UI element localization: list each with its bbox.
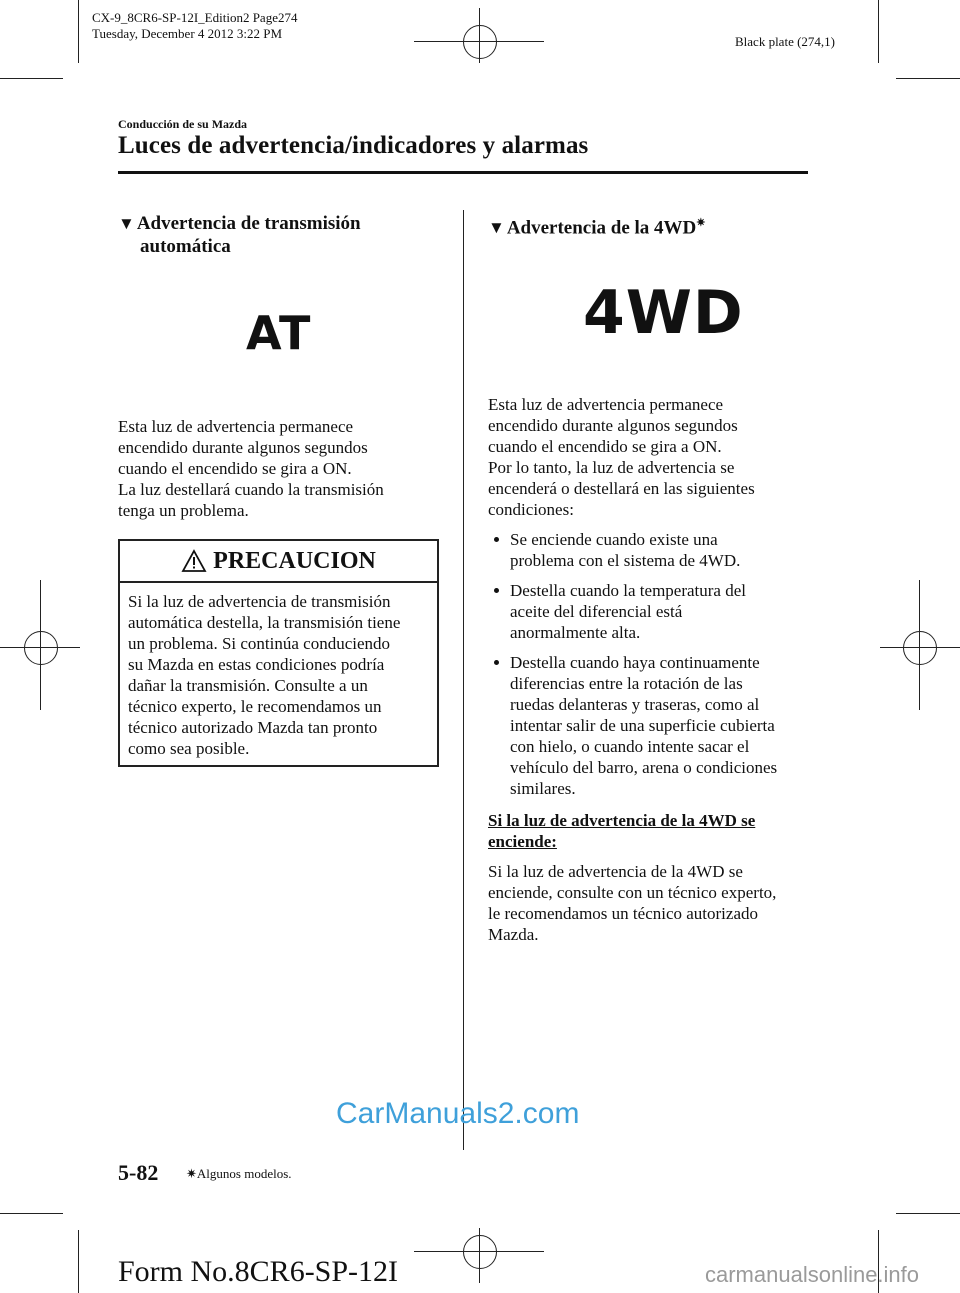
page-number: 5-82: [118, 1160, 159, 1185]
at-warning-body: Esta luz de advertencia permanece encendido durante algunos segundos cuando el encendido se gira a ON. La luz destellará cuando la transmisión tenga un problema.: [118, 417, 384, 520]
page-title: Luces de advertencia/indicadores y alarmas: [118, 132, 589, 159]
at-warning-heading: ▼ Advertencia de transmisión automática: [118, 213, 361, 257]
print-meta-line1: CX-9_8CR6-SP-12I_Edition2 Page274: [92, 10, 298, 25]
section-label: Conducción de su Mazda: [118, 117, 248, 131]
4wd-warning-icon: 4WD: [583, 278, 744, 348]
caution-header: [120, 541, 437, 583]
asterisk-mark: ✷: [696, 217, 706, 229]
warning-triangle-icon: [181, 549, 207, 573]
list-item: Se enciende cuando existe una problema con el sistema de 4WD.: [488, 529, 818, 571]
bullet-icon: [494, 537, 499, 542]
closing-paragraph: Si la luz de advertencia de la 4WD se enciende, consulte con un técnico experto, le recomendamos un técnico autorizado Mazda.: [488, 862, 777, 944]
asterisk-mark: ✷: [186, 1166, 197, 1181]
print-meta-line2: Tuesday, December 4 2012 3:22 PM: [92, 26, 283, 41]
watermark-main: CarManuals2.com: [336, 1097, 580, 1130]
list-item: Destella cuando la temperatura del aceite del diferencial está anormalmente alta.: [488, 580, 818, 643]
caution-title: PRECAUCION: [213, 547, 376, 574]
column-divider: [463, 210, 464, 1150]
4wd-warning-body: Esta luz de advertencia permanece encendido durante algunos segundos cuando el encendido se gira a ON. Por lo tanto, la luz de advertencia se encenderá o destellará en las siguientes condiciones: Se enciende cuando existe una problema con el sistema de 4WD. Destella cuando la temperatura del aceite del diferencial está anormalmente alta. Destella cuando haya continuamente diferencias entre la rotación de las ruedas delanteras y traseras, como al intentar salir de una superficie cubierta con hielo, o cuando intente sacar el vehículo del barro, arena o condiciones similares. Si la luz de advertencia de la 4WD se enciende: Si la luz de advertencia de la 4WD se enciende, consulte con un técnico experto, le recomendamos un técnico autorizado Mazda.: [488, 394, 818, 945]
title-rule: [118, 171, 808, 174]
watermark-corner: carmanualsonline.info: [705, 1262, 920, 1287]
print-meta: [92, 10, 297, 42]
caution-box: [118, 539, 439, 767]
subheading: Si la luz de advertencia de la 4WD se enciende:: [488, 811, 756, 851]
list-item: Destella cuando haya continuamente diferencias entre la rotación de las ruedas delanteras y traseras, como al intentar salir de una superficie cubierta con hielo, o cuando intente sacar el vehículo del barro, arena o condiciones similares.: [488, 652, 818, 799]
form-number: Form No.8CR6-SP-12I: [118, 1255, 399, 1288]
triangle-marker-icon: ▼: [118, 214, 135, 233]
bullet-icon: [494, 660, 499, 665]
4wd-warning-heading: ▼ Advertencia de la 4WD✷: [488, 217, 706, 239]
condition-list: [488, 529, 818, 799]
triangle-marker-icon: ▼: [488, 218, 505, 238]
footnote: ✷Algunos modelos.: [186, 1166, 292, 1181]
plate-label: Black plate (274,1): [735, 34, 835, 49]
at-warning-icon: AT: [246, 306, 312, 360]
bullet-icon: [494, 588, 499, 593]
caution-text: Si la luz de advertencia de transmisión automática destella, la transmisión tiene un problema. Si continúa conduciendo su Mazda en estas condiciones podría dañar la transmisión. Consulte a un técnico experto, le recomendamos un técnico autorizado Mazda tan pronto como sea posible.: [128, 592, 401, 758]
